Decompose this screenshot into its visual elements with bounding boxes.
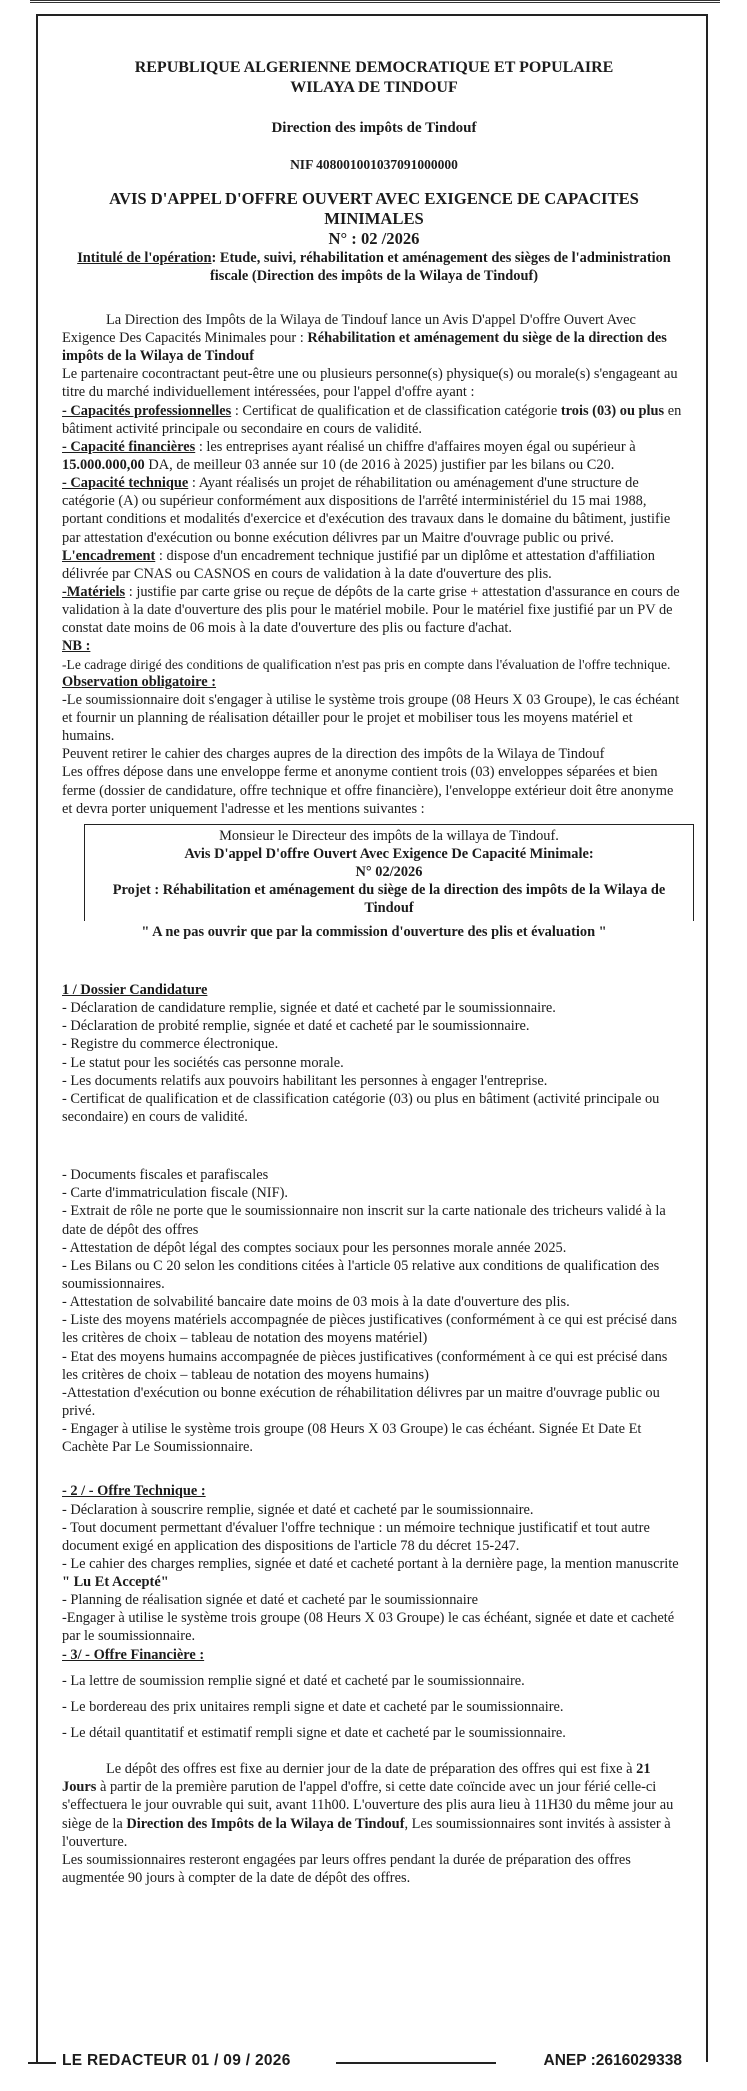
closing-paragraph — [62, 1760, 686, 1851]
intro-paragraph — [62, 311, 686, 365]
republic-line: REPUBLIQUE ALGERIENNE DEMOCRATIQUE ET POPULAIRE — [134, 59, 614, 76]
cap-pro-label: - Capacités professionnelles — [62, 402, 232, 419]
avis-title-block — [62, 189, 686, 249]
list-item: - Attestation de solvabilité bancaire date moins de 03 mois à la date d'ouverture des plis. — [62, 1294, 570, 1311]
closing-direction: Direction des Impôts de la Wilaya de Tindouf — [126, 1815, 405, 1832]
intitule-label: Intitulé de l'opération — [77, 249, 212, 266]
observation-text: -Le soumissionnaire doit s'engager à utilise le système trois groupe (08 Heurs X 03 Groupe), le cas échéant et fournir un planning de réalisation détailler pour le projet et mobiliser tous les moyens matériel et humains. — [62, 691, 680, 745]
list-item: - Planning de réalisation signée et daté et cacheté par le soumissionnaire — [62, 1592, 478, 1609]
cap-tech-label: - Capacité technique — [62, 475, 189, 492]
intitule-text: : Etude, suivi, réhabilitation et aménagement des sièges de l'administration fiscale (Direction des impôts de la Wilaya de Tindouf) — [209, 249, 671, 284]
retirer-text: Peuvent retirer le cahier des charges aupres de la direction des impôts de la Wilaya de Tindouf — [62, 746, 605, 763]
list-item: - Le bordereau des prix unitaires rempli signe et date et cacheté par le soumissionnaire. — [62, 1698, 564, 1715]
cap-financial — [62, 438, 686, 474]
cap-pro-text2: en bâtiment activité principale ou secondaire en cours de validité. — [62, 402, 682, 437]
encadrement-text: : dispose d'un encadrement technique justifié par un diplôme et attestation d'affiliation délivrée par CNAS ou CASNOS en cours de validation à la date d'ouverture des plis. — [62, 547, 655, 582]
materiels — [62, 583, 686, 637]
list-item: - Les documents relatifs aux pouvoirs habilitant les personnes à engager l'entreprise. — [62, 1072, 548, 1089]
section2-title: - 2 / - Offre Technique : — [62, 1483, 206, 1500]
intro-text: La Direction des Impôts de la Wilaya de Tindouf lance un Avis D'appel D'offre Ouvert Avec Exigence Des Capacités Minimales pour : — [62, 311, 636, 347]
list-item: - Etat des moyens humains accompagnée de pièces justificatives (conformément à ce qui est précisé dans les critères de choix – tableau de notation des moyens humains) — [62, 1348, 668, 1383]
direction-line: Direction des impôts de Tindouf — [271, 120, 477, 137]
offres-text: Les offres dépose dans une enveloppe ferme et anonyme contient trois (03) enveloppes séparées et bien ferme (dossier de candidature, offre technique et offre financière), l'enveloppe extérieur doit être anonyme et devra porter uniquement l'adresse et les mentions suivantes : — [62, 764, 674, 817]
list-item: -Attestation d'exécution ou bonne exécution de réhabilitation délivres par un maitre d'ouvrage public ou privé. — [62, 1384, 660, 1419]
partner-paragraph: Le partenaire cocontractant peut-être une ou plusieurs personne(s) physique(s) ou morale(s) s'engageant au titre du marché individuellement intéressées, pour l'appel d'offre ayant : — [62, 366, 678, 401]
section1-list-b — [62, 1166, 686, 1456]
wilaya-line: WILAYA DE TINDOUF — [290, 78, 458, 96]
list-item: - Registre du commerce électronique. — [62, 1036, 279, 1053]
box-line-project: Projet : Réhabilitation et aménagement du siège de la direction des impôts de la Wilaya de Tindouf — [112, 881, 666, 916]
cap-technical — [62, 474, 686, 547]
anep-reference: ANEP :2616029338 — [543, 2052, 682, 2069]
observation-label: Observation obligatoire : — [62, 673, 217, 690]
nb-label: NB : — [62, 638, 91, 655]
list-item: - Déclaration de probité remplie, signée et daté et cacheté par le soumissionnaire. — [62, 1018, 530, 1035]
section2-list — [62, 1501, 686, 1646]
list-item: - Attestation de dépôt légal des comptes sociaux pour les personnes morale année 2025. — [62, 1239, 567, 1256]
avis-title: AVIS D'APPEL D'OFFRE OUVERT AVEC EXIGENCE DE CAPACITES MINIMALES — [109, 188, 639, 228]
materiels-label: -Matériels — [62, 584, 126, 601]
encadrement-label: L'encadrement — [62, 547, 156, 564]
list-item: - Documents fiscales et parafiscales — [62, 1167, 269, 1184]
notice-content — [62, 58, 686, 1887]
box-line-director: Monsieur le Directeur des impôts de la willaya de Tindouf. — [219, 827, 559, 844]
section1-title: 1 / Dossier Candidature — [62, 981, 208, 998]
cap-professional — [62, 402, 686, 438]
republic-heading — [62, 58, 686, 97]
box-line-number: N° 02/2026 — [355, 863, 423, 880]
closing-text-e: , Les soumissionnaires sont invités à assister à l'ouverture. — [62, 1815, 671, 1850]
cap-tech-text: : Ayant réalisés un projet de réhabilitation ou aménagement d'une structure de catégorie (A) ou supérieur conformément aux dispositions de l'arrêté interministériel du 15 mai 1988, portant conditions et modalités d'exercice et d'exécution des travaux dans le domaine du bâtiment, justifie par attestation d'exécution ou bonne exécution délivres par un Maitre d'ouvrage public ou privé. — [62, 475, 671, 546]
cap-pro-bold: trois (03) ou plus — [560, 402, 665, 419]
avis-number: N° : 02 /2026 — [328, 228, 420, 248]
cap-fin-text2: DA, de meilleur 03 année sur 10 (de 2016 à 2025) justifier par les bilans ou C20. — [144, 457, 615, 474]
list-item: - Certificat de qualification et de classification catégorie (03) ou plus en bâtiment (activité principale ou secondaire) en cours de validité. — [62, 1090, 660, 1125]
top-rule — [30, 0, 720, 6]
cahier-text: - Le cahier des charges remplies, signée et daté et cacheté portant à la dernière page, la mention manuscrite — [62, 1555, 679, 1572]
list-item: -Engager à utilise le système trois groupe (08 Heurs X 03 Groupe) le cas échéant, signée et date et cacheté par le soumissionnaire. — [62, 1610, 675, 1645]
closing-text-a: Le dépôt des offres est fixe au dernier jour de la date de préparation des offres qui est fixe à — [106, 1761, 637, 1778]
intro-project: Réhabilitation et aménagement du siège de la direction des impôts de la Wilaya de Tindouf — [62, 330, 667, 365]
envelope-mentions-box — [84, 824, 694, 921]
closing-text-c: à partir de la première parution de l'appel d'offre, si cette date coïncide avec un jour férié celle-ci s'effectuera le jour ouvrable qui suit, avant 11h00. L'ouverture des plis aura lieu à 11H30 du même jour au siège de la — [62, 1779, 674, 1832]
list-item: - Les Bilans ou C 20 selon les conditions citées à l'article 05 relative aux conditions de qualification des soumissionnaires. — [62, 1257, 660, 1292]
encadrement — [62, 547, 686, 583]
list-item: - Tout document permettant d'évaluer l'offre technique : un mémoire technique justificatif et tout autre document exigé en application des dispositions de l'article 78 du décret 15-247. — [62, 1519, 650, 1554]
nb-text: -Le cadrage dirigé des conditions de qualification n'est pas pris en compte dans l'évaluation de l'offre technique. — [62, 656, 671, 672]
cap-pro-text: : Certificat de qualification et de classification catégorie — [231, 402, 561, 419]
footer-dash-left — [28, 2062, 56, 2064]
list-item: - Le statut pour les sociétés cas personne morale. — [62, 1054, 344, 1071]
list-item: - Le détail quantitatif et estimatif rempli signe et date et cacheté par le soumissionnaire. — [62, 1725, 566, 1742]
section3-list — [62, 1672, 686, 1742]
list-item-cahier — [62, 1555, 686, 1591]
footer — [36, 2048, 708, 2078]
list-item: - La lettre de soumission remplie signé et daté et cacheté par le soumissionnaire. — [62, 1672, 525, 1689]
lu-et-accepte: " Lu Et Accepté" — [62, 1574, 169, 1591]
list-item: - Déclaration à souscrire remplie, signée et daté et cacheté par le soumissionnaire. — [62, 1501, 534, 1518]
section1-list-a — [62, 999, 686, 1126]
footer-dash-middle — [336, 2062, 496, 2064]
closing-engagement: Les soumissionnaires resteront engagées par leurs offres pendant la durée de préparation des offres augmentée 90 jours à compter de la date de dépôt des offres. — [62, 1851, 631, 1887]
cap-fin-text: : les entreprises ayant réalisé un chiffre d'affaires moyen égal ou supérieur à — [195, 438, 636, 455]
section3-title: - 3/ - Offre Financière : — [62, 1646, 205, 1663]
box-line-avis: Avis D'appel D'offre Ouvert Avec Exigence De Capacité Minimale: — [184, 845, 594, 862]
nif-line: NIF 408001001037091000000 — [290, 156, 458, 172]
list-item: - Engager à utilise le système trois groupe (08 Heurs X 03 Groupe) le cas échéant. Signée Et Date Et Cachète Par Le Soumissionnaire. — [62, 1421, 642, 1456]
list-item: - Carte d'immatriculation fiscale (NIF). — [62, 1185, 288, 1202]
list-item: - Liste des moyens matériels accompagnée de pièces justificatives (conformément à ce qui est précisé dans les critères de choix – tableau de notation des moyens matériel) — [62, 1312, 677, 1347]
cap-fin-bold: 15.000.000,00 — [62, 457, 145, 474]
list-item: - Extrait de rôle ne porte que le soumissionnaire non inscrit sur la carte nationale des tricheurs validé à la date de dépôt des offres — [62, 1203, 666, 1238]
do-not-open-note: " A ne pas ouvrir que par la commission d'ouverture des plis et évaluation " — [141, 923, 607, 940]
closing-days: 21 Jours — [62, 1761, 651, 1796]
materiels-text: : justifie par carte grise ou reçue de dépôts de la carte grise + attestation d'assurance en cours de validation à la date d'ouverture des plis pour le matériel mobile. Pour le matériel fixe justifié par un PV de constat date moins de 06 mois à la date d'ouverture des plis ou facture d'achat. — [62, 584, 680, 637]
intitule — [62, 249, 686, 285]
cap-fin-label: - Capacité financières — [62, 438, 196, 455]
redacteur-date: LE REDACTEUR 01 / 09 / 2026 — [62, 2052, 291, 2069]
list-item: - Déclaration de candidature remplie, signée et daté et cacheté par le soumissionnaire. — [62, 1000, 556, 1017]
